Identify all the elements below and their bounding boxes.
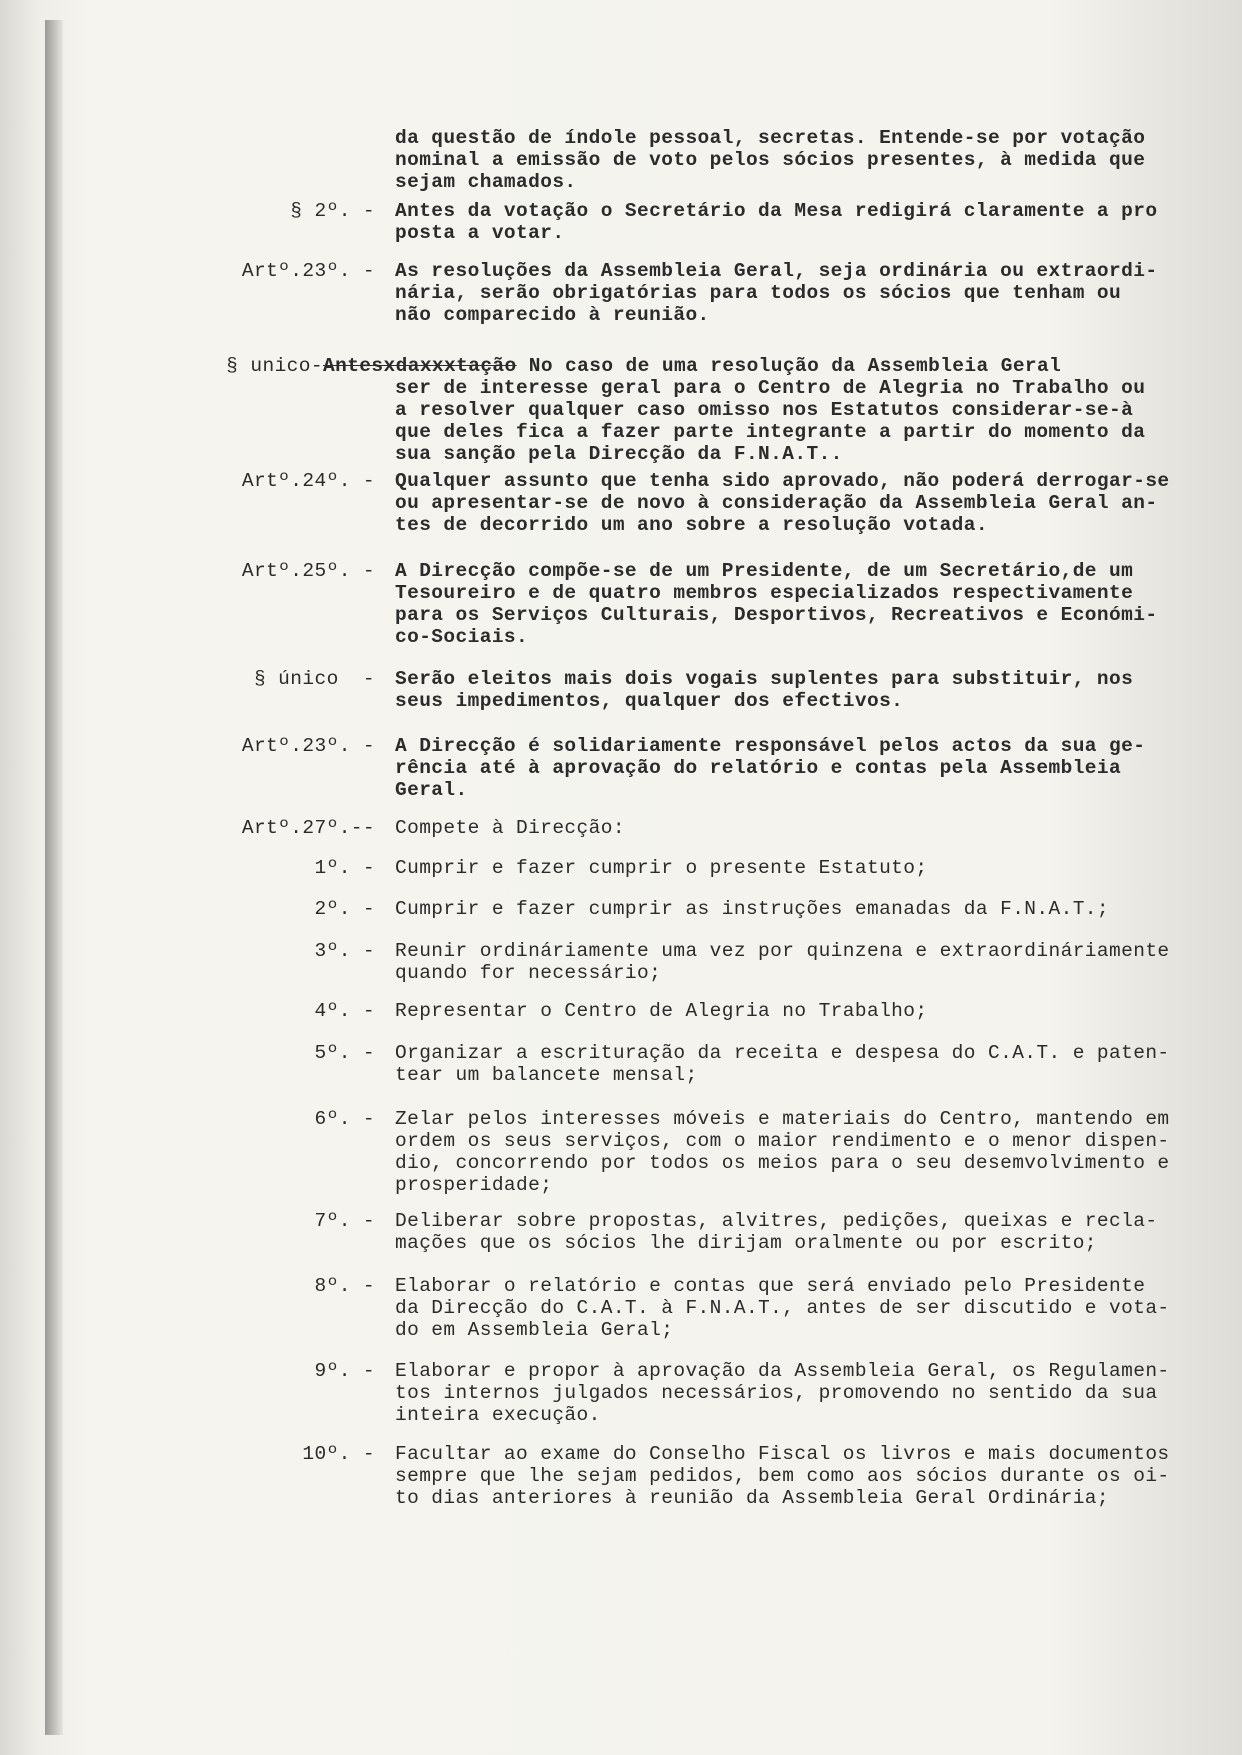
text-line: que deles fica a fazer parte integrante a partir do momento da: [395, 421, 1146, 443]
clause-label: § 2º. -: [290, 200, 375, 222]
text-line-rest: No caso de uma resolução da Assembleia Geral: [516, 355, 1062, 377]
text-line: Geral.: [395, 779, 468, 801]
clause-label: § único -: [253, 668, 375, 690]
text-line: Facultar ao exame do Conselho Fiscal os livros e mais documentos: [395, 1443, 1170, 1465]
text-line: prosperidade;: [395, 1174, 553, 1196]
text-line: seus impedimentos, qualquer dos efectivos.: [395, 690, 904, 712]
text-line: nominal a emissão de voto pelos sócios presentes, à medida que: [395, 149, 1146, 171]
text-line: tos internos julgados necessários, promovendo no sentido da sua: [395, 1382, 1158, 1404]
text-line: a resolver qualquer caso omisso nos Estatutos considerar-se-à: [395, 399, 1134, 421]
text-line: do em Assembleia Geral;: [395, 1319, 674, 1341]
text-line: Reunir ordináriamente uma vez por quinzena e extraordináriamente: [395, 940, 1170, 962]
item-label: 6º. -: [314, 1108, 375, 1130]
text-line: Serão eleitos mais dois vogais suplentes para substituir, nos: [395, 668, 1134, 690]
item-label: 7º. -: [314, 1210, 375, 1232]
text-line: Deliberar sobre propostas, alvitres, pedições, queixas e recla-: [395, 1210, 1158, 1232]
text-line: não comparecido à reunião.: [395, 304, 710, 326]
article-label: Artº.23º. -: [241, 260, 375, 282]
text-line: [323, 355, 1098, 377]
text-line: dio, concorrendo por todos os meios para o seu desemvolvimento e: [395, 1152, 1170, 1174]
text-line: rência até à aprovação do relatório e contas pela Assembleia: [395, 757, 1122, 779]
text-line: Tesoureiro e de quatro membros especializados respectivamente: [395, 582, 1134, 604]
text-line: para os Serviços Culturais, Desportivos, Recreativos e Económi-: [395, 604, 1158, 626]
text-line: inteira execução.: [395, 1404, 601, 1426]
text-line: A Direcção compõe-se de um Presidente, de um Secretário,de um: [395, 560, 1134, 582]
text-line: Cumprir e fazer cumprir o presente Estatuto;: [395, 857, 928, 879]
text-line: tes de decorrido um ano sobre a resolução votada.: [395, 514, 988, 536]
article-label: Artº.24º. -: [241, 470, 375, 492]
text-line: As resoluções da Assembleia Geral, seja ordinária ou extraordi-: [395, 260, 1158, 282]
struck-text: Antesxdaxxxtação: [323, 355, 517, 377]
text-line: da questão de índole pessoal, secretas. Entende-se por votação: [395, 127, 1146, 149]
item-label: 2º. -: [314, 898, 375, 920]
text-line: Compete à Direcção:: [395, 817, 625, 839]
article-label: Artº.25º. -: [241, 560, 375, 582]
text-line: ser de interesse geral para o Centro de Alegria no Trabalho ou: [395, 377, 1146, 399]
text-line: posta a votar.: [395, 222, 565, 244]
text-line: mações que os sócios lhe dirijam oralmente ou por escrito;: [395, 1232, 1097, 1254]
item-label: 9º. -: [314, 1360, 375, 1382]
text-line: ou apresentar-se de novo à consideração da Assembleia Geral an-: [395, 492, 1158, 514]
text-line: ordem os seus serviços, com o maior rendimento e o menor dispen-: [395, 1130, 1170, 1152]
item-label: 4º. -: [314, 1000, 375, 1022]
text-line: sejam chamados.: [395, 171, 577, 193]
item-label: 3º. -: [314, 940, 375, 962]
text-line: tear um balancete mensal;: [395, 1064, 698, 1086]
item-label: 1º. -: [314, 857, 375, 879]
text-line: Elaborar o relatório e contas que será enviado pelo Presidente: [395, 1275, 1146, 1297]
text-line: co-Sociais.: [395, 626, 529, 648]
text-line: Qualquer assunto que tenha sido aprovado, não poderá derrogar-se: [395, 470, 1170, 492]
text-line: da Direcção do C.A.T. à F.N.A.T., antes de ser discutido e vota-: [395, 1297, 1170, 1319]
text-line: to dias anteriores à reunião da Assembleia Geral Ordinária;: [395, 1487, 1110, 1509]
text-line: Zelar pelos interesses móveis e materiais do Centro, mantendo em: [395, 1108, 1170, 1130]
item-label: 8º. -: [314, 1275, 375, 1297]
text-line: Cumprir e fazer cumprir as instruções emanadas da F.N.A.T.;: [395, 898, 1110, 920]
item-label: 10º. -: [302, 1443, 375, 1465]
text-line: quando for necessário;: [395, 962, 662, 984]
text-line: A Direcção é solidariamente responsável pelos actos da sua ge-: [395, 735, 1146, 757]
text-line: Representar o Centro de Alegria no Trabalho;: [395, 1000, 928, 1022]
clause-label: § unico-: [226, 355, 323, 377]
text-line: nária, serão obrigatórias para todos os sócios que tenham ou: [395, 282, 1122, 304]
text-line: Organizar a escrituração da receita e despesa do C.A.T. e paten-: [395, 1042, 1170, 1064]
article-label: Artº.23º. -: [241, 735, 375, 757]
text-line: Antes da votação o Secretário da Mesa redigirá claramente a pro: [395, 200, 1158, 222]
text-line: Elaborar e propor à aprovação da Assembleia Geral, os Regulamen-: [395, 1360, 1170, 1382]
article-label: Artº.27º.--: [241, 817, 375, 839]
item-label: 5º. -: [314, 1042, 375, 1064]
text-line: sempre que lhe sejam pedidos, bem como aos sócios durante os oi-: [395, 1465, 1170, 1487]
text-line: sua sanção pela Direcção da F.N.A.T..: [395, 443, 843, 465]
